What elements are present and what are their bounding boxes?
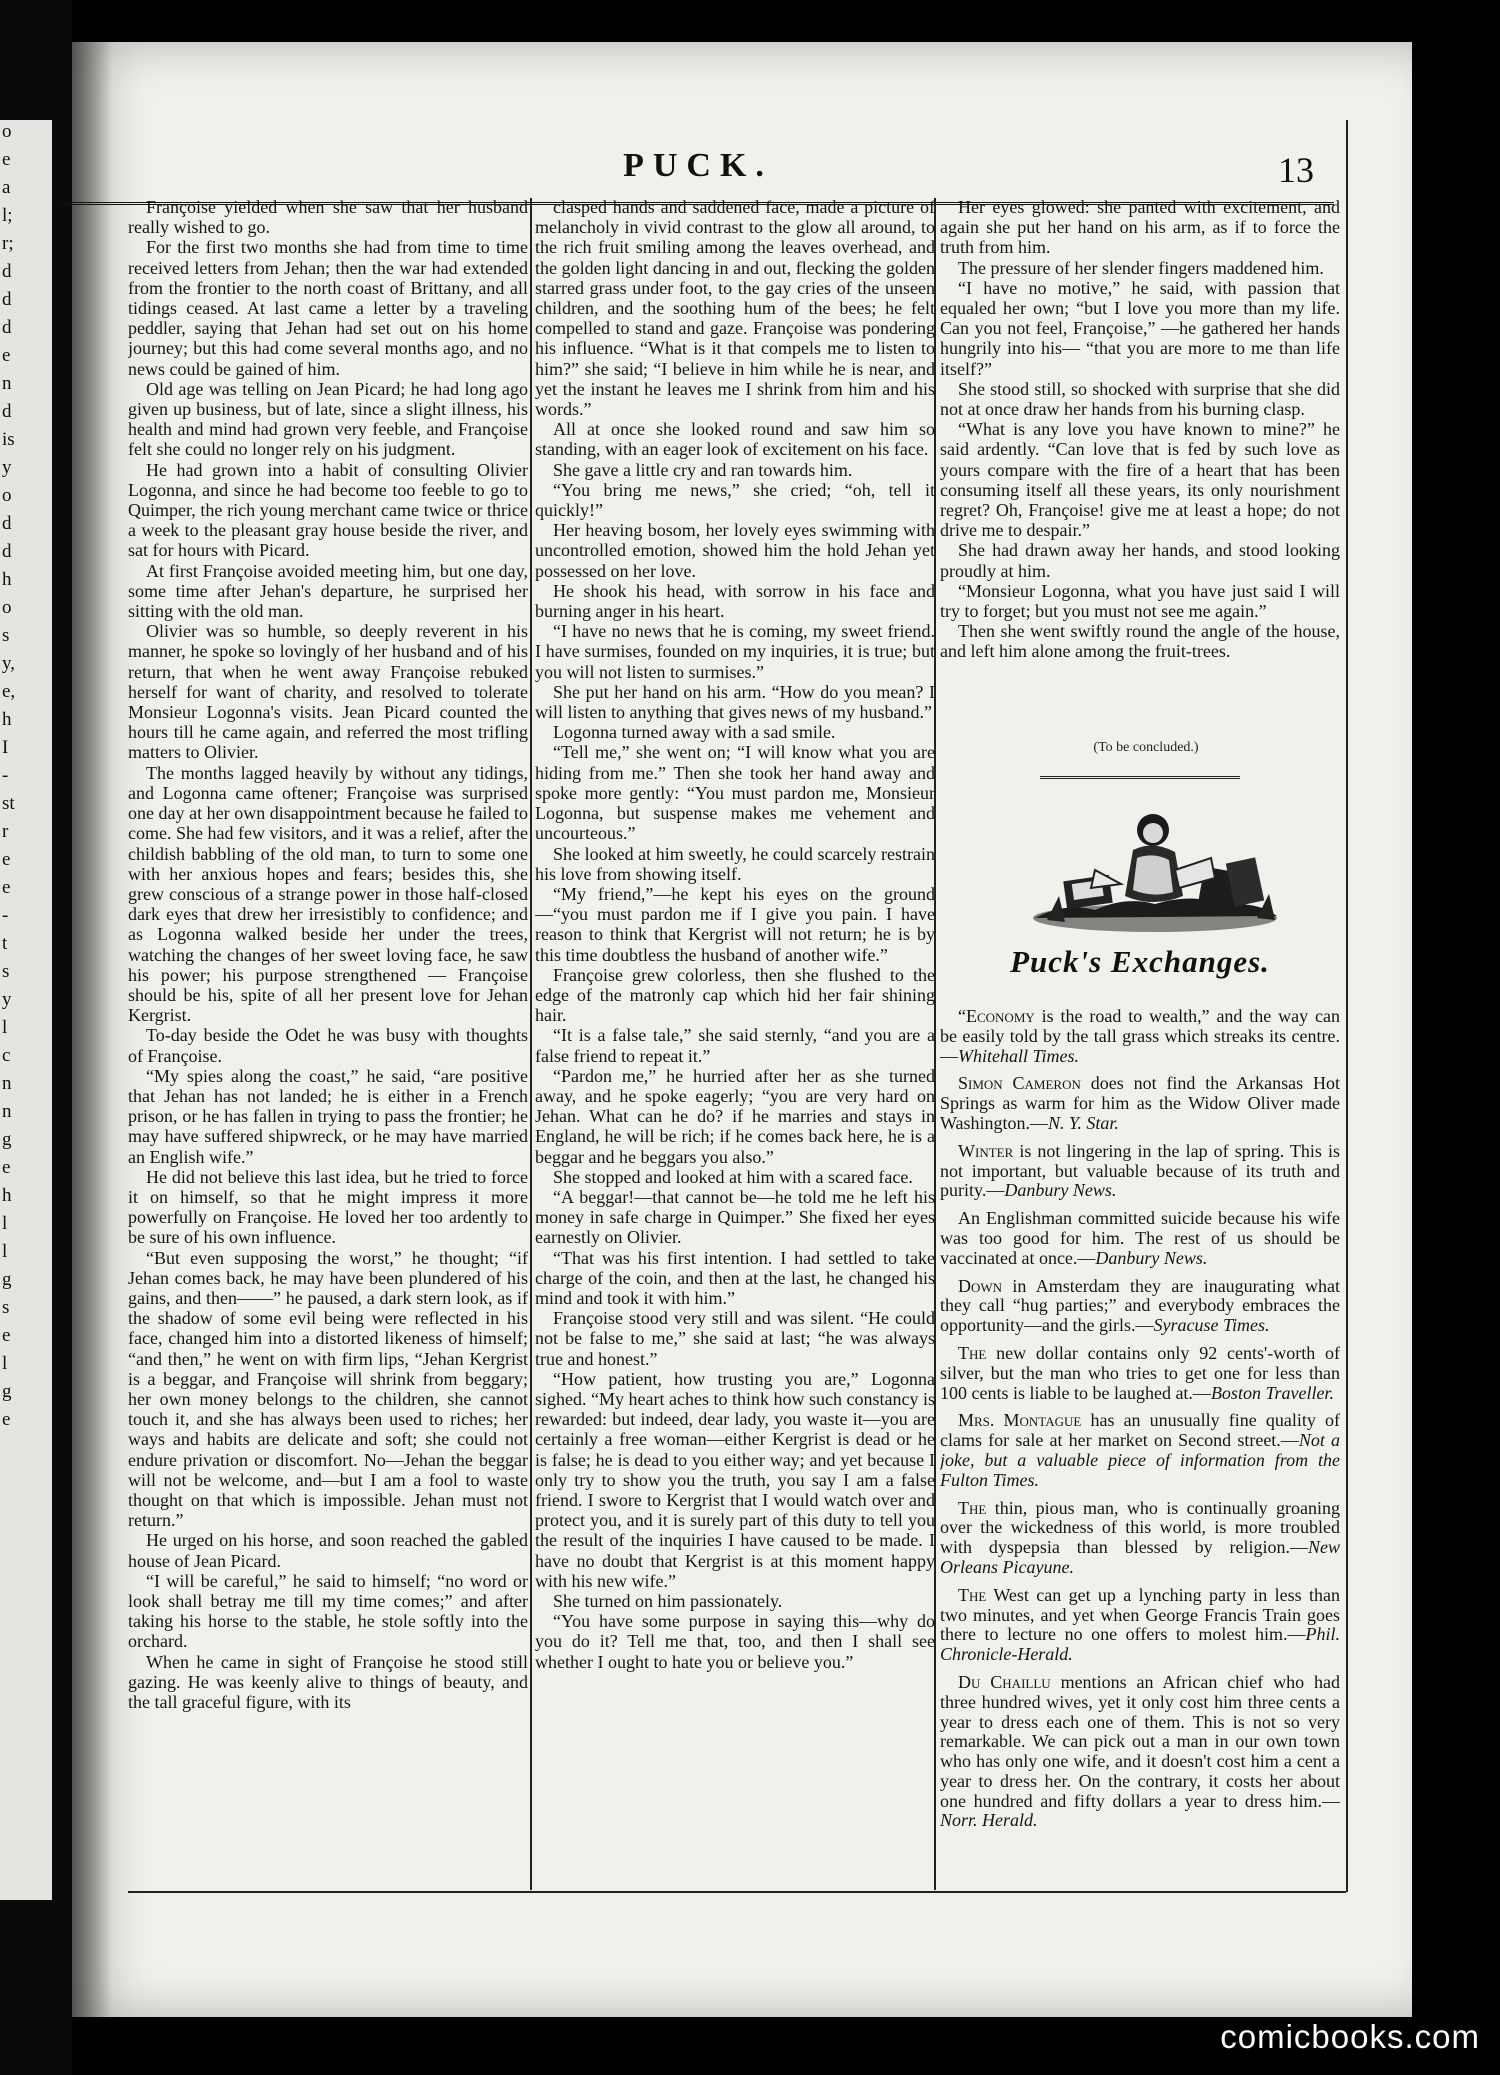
previous-page-fragment: e (2, 1325, 11, 1346)
masthead-title: PUCK. (623, 147, 773, 184)
exchange-item (940, 1344, 1340, 1403)
previous-page-fragment: o (2, 121, 12, 142)
story-column-3 (940, 197, 1340, 737)
story-paragraph: Then she went swiftly round the angle of the house, and left him alone among the fruit-trees. (940, 621, 1340, 662)
previous-page-fragment: r; (2, 233, 14, 254)
exchange-text: in Amsterdam they are inaugurating what they call “hug parties;” and everybody embraces the opportunity—and the girls.— (940, 1275, 1340, 1336)
previous-page-fragment: o (2, 597, 12, 618)
previous-page-fragment: d (2, 289, 12, 310)
exchange-lead: Du Chaillu (958, 1671, 1051, 1692)
story-paragraph: She looked at him sweetly, he could scarcely restrain his love from showing itself. (535, 843, 935, 884)
previous-page-fragment: e (2, 345, 11, 366)
story-paragraph: He urged on his horse, and soon reached the gabled house of Jean Picard. (128, 1530, 528, 1571)
previous-page-fragment: is (2, 429, 15, 450)
previous-page-fragment: a (2, 177, 11, 198)
story-paragraph: “I will be careful,” he said to himself; “no word or look shall betray me till my time comes;” and after taking his horse to the stable, he stole softly into the orchard. (128, 1570, 528, 1652)
previous-page-fragment: - (2, 905, 9, 926)
story-paragraph: Olivier was so humble, so deeply reverent in his manner, he spoke so lovingly of her husband and of his return, that when he went away Françoise rebuked herself for want of charity, and resolved to tolerate Monsieur Logonna's visits. Jean Picard counted the hours till he came again, and referred the most trifling matters to Olivier. (128, 621, 528, 763)
exchange-lead: “Economy (958, 1007, 1035, 1026)
exchange-item (940, 1411, 1340, 1490)
previous-page-fragment: g (2, 1381, 12, 1402)
previous-page-fragment: h (2, 709, 12, 730)
page-border-right (1346, 120, 1348, 1892)
previous-page-text (2, 120, 50, 1900)
previous-page-fragment: n (2, 373, 12, 394)
story-paragraph: She stood still, so shocked with surprise that she did not at once draw her hands from his burning clasp. (940, 378, 1340, 420)
previous-page-fragment: l (2, 1241, 8, 1262)
exchange-lead: Winter (958, 1140, 1014, 1161)
previous-page-fragment: st (2, 793, 15, 814)
previous-page-fragment: l (2, 1353, 8, 1374)
story-column-1 (128, 197, 528, 1887)
story-paragraph: “It is a false tale,” she said sternly, “and you are a false friend to repeat it.” (535, 1025, 935, 1066)
story-paragraph: “That was his first intention. I had settled to take charge of the coin, and then at the last, he changed his mind and took it with him.” (535, 1247, 935, 1308)
exchange-lead: The (958, 1497, 987, 1518)
previous-page-fragment: g (2, 1269, 12, 1290)
exchange-text: does not find the Arkansas Hot Springs as warm for him as the Widow Oliver made Washington.— (940, 1073, 1340, 1133)
column-divider (530, 198, 532, 1890)
exchange-item (940, 1209, 1340, 1268)
previous-page-fragment: n (2, 1101, 12, 1122)
gutter-shadow (72, 42, 112, 2017)
exchange-text: is the road to wealth,” and the way can be easily told by the tall grass which streaks its centre.— (940, 1007, 1340, 1066)
bottom-rule (128, 1891, 1346, 1893)
exchange-text: mentions an African chief who had three hundred wives, yet it only cost him three cents a year to dress each one of them. This is not so very remarkable. We can pick out a man in our own town who has only one wife, and it doesn't cost him a cent a year to dress her. On the contrary, it costs her about one hundred and fifty dollars a year to dress him.— (940, 1671, 1340, 1811)
story-paragraph: “How patient, how trusting you are,” Logonna sighed. “My heart aches to think how such constancy is rewarded: but indeed, dear lady, you waste it—you are certainly a free woman—either Kergrist is dead or he is false; he is dead to you either way; and yet because I only try to show you the truth, you say I am a false friend. I swore to Kergrist that I would watch over and protect you, and it is surely part of this duty to tell you the result of the inquiries I have caused to be made. I have no doubt that Kergrist is at this moment happy with his new wife.” (535, 1368, 935, 1591)
previous-page-fragment: e (2, 877, 11, 898)
previous-page-fragment: e (2, 1409, 11, 1430)
previous-page-fragment: I (2, 737, 9, 758)
previous-page-fragment: t (2, 933, 8, 954)
exchange-lead: Down (958, 1275, 1003, 1296)
source-watermark: comicbooks.com (1220, 2018, 1480, 2055)
story-paragraph: She turned on him passionately. (553, 1591, 783, 1612)
story-paragraph: To-day beside the Odet he was busy with thoughts of Françoise. (128, 1025, 528, 1066)
exchange-source: Phil. Chronicle-Herald. (940, 1624, 1340, 1665)
previous-page-fragment: e (2, 149, 11, 170)
previous-page-fragment: y (2, 457, 12, 478)
previous-page-fragment: l; (2, 205, 13, 226)
previous-page-fragment: g (2, 1129, 12, 1150)
story-paragraph: “But even supposing the worst,” he thought; “if Jehan comes back, he may have been plundered of his gains, and then——” he paused, a dark stern look, as if the shadow of some evil being were reflected in his face, changed him into a distorted likeness of himself; “and then,” he went on with firm lips, “Jehan Kergrist is a beggar, and Françoise will shrink from beggary; her own money belongs to the children, she cannot touch it, and she has always been used to riches; her ways and habits are delicate and soft; she could not endure privation or discomfort. No—Jehan the beggar will not be welcome, and—but I am a fool to waste thought on that which is impossible. Jehan must not return.” (128, 1247, 528, 1531)
exchange-text: West can get up a lynching party in less than two minutes, and yet when George Francis Train goes there to lecture no one offers to molest him.— (940, 1584, 1340, 1645)
exchange-source: N. Y. Star. (1048, 1112, 1119, 1133)
story-paragraph: Old age was telling on Jean Picard; he had long ago given up business, but of late, since a slight illness, his health and mind had grown very feeble, and Françoise felt she could no longer rely on his judgment. (128, 378, 528, 460)
exchange-item (940, 1074, 1340, 1133)
exchange-source: Whitehall Times. (958, 1045, 1079, 1066)
previous-page-fragment: e, (2, 681, 16, 702)
previous-page-fragment: l (2, 1017, 8, 1038)
previous-page-fragment: y (2, 989, 12, 1010)
previous-page-fragment: e (2, 849, 11, 870)
exchange-item (940, 1499, 1340, 1578)
previous-page-fragment: d (2, 541, 12, 562)
page-number: 13 (1278, 150, 1314, 190)
exchange-item (940, 1142, 1340, 1201)
story-paragraph: He had grown into a habit of consulting Olivier Logonna, and since he had become too feeble to go to Quimper, the rich young merchant came twice or thrice a week to the pleasant gray house beside the river, and sat for hours with Picard. (128, 459, 528, 561)
story-paragraph: Françoise yielded when she saw that her husband really wished to go. (128, 197, 528, 238)
story-paragraph: When he came in sight of Françoise he stood still gazing. He was keenly alive to things of beauty, and the tall graceful figure, with its (128, 1651, 528, 1713)
previous-page-fragment: h (2, 569, 12, 590)
story-paragraph: Logonna turned away with a sad smile. (553, 722, 836, 743)
story-column-2 (535, 197, 935, 1887)
previous-page-fragment: n (2, 1073, 12, 1094)
exchange-text: has an unusually fine quality of clams for sale at her market on Second street.— (940, 1410, 1340, 1451)
previous-page-fragment: d (2, 317, 12, 338)
story-paragraph: She put her hand on his arm. “How do you mean? I will listen to anything that gives news of my husband.” (535, 681, 935, 723)
exchange-source: Boston Traveller. (1210, 1382, 1334, 1403)
exchange-source: Not a joke, but a valuable piece of information from the Fulton Times. (940, 1430, 1340, 1490)
exchange-source: Norr. Herald. (940, 1810, 1038, 1831)
exchange-source: Danbury News. (1095, 1247, 1208, 1268)
previous-page-fragment: s (2, 961, 10, 982)
previous-page-fragment: d (2, 261, 12, 282)
exchange-lead: The (958, 1342, 987, 1363)
story-paragraph: All at once she looked round and saw him so standing, with an eager look of excitement on his face. (535, 419, 935, 460)
previous-page-fragment: s (2, 1297, 10, 1318)
previous-page-fragment: d (2, 513, 12, 534)
previous-page-fragment: h (2, 1185, 12, 1206)
story-paragraph: “What is any love you have known to mine?” he said ardently. “Can love that is fed by such love as yours compare with the fire of a heart that has been consuming itself all these years, its only nourishment regret? Oh, Françoise! give me at least a hope; do not drive me to despair.” (940, 419, 1340, 541)
exchange-source: New Orleans Picayune. (940, 1537, 1340, 1577)
exchange-text: is not lingering in the lap of spring. This is not important, but valuable because of its truth and purity.— (940, 1140, 1340, 1201)
story-paragraph: She had drawn away her hands, and stood looking proudly at him. (940, 540, 1340, 581)
exchange-item (940, 1007, 1340, 1066)
story-paragraph: “A beggar!—that cannot be—he told me he left his money in safe charge in Quimper.” She fixed her eyes earnestly on Olivier. (535, 1186, 935, 1248)
previous-page-fragment: s (2, 625, 10, 646)
story-paragraph: He did not believe this last idea, but he tried to force it on himself, so that he might impress it more powerfully on Françoise. He loved her too ardently to be sure of his own influence. (128, 1166, 528, 1248)
previous-page-fragment: c (2, 1045, 11, 1066)
exchanges-heading: Puck's Exchanges. (1010, 944, 1270, 979)
exchange-lead: The (958, 1584, 987, 1605)
previous-page-fragment: l (2, 1213, 8, 1234)
previous-page-fragment: r (2, 821, 9, 842)
previous-page-fragment: y, (2, 653, 16, 674)
story-paragraph: She gave a little cry and ran towards him. (553, 459, 853, 480)
story-paragraph: “My spies along the coast,” he said, “are positive that Jehan has not landed; he is either in a French prison, or he has fallen in trying to pass the frontier; he may have suffered shipwreck, or he may have married an English wife.” (128, 1065, 528, 1167)
previous-page-fragment: o (2, 485, 12, 506)
page-header (62, 105, 1334, 190)
story-paragraph: “You have some purpose in saying this—why do you do it? Tell me that, too, and then I shall see whether I ought to hate you or believe you.” (535, 1611, 935, 1672)
exchange-item (940, 1277, 1340, 1336)
story-paragraph: At first Françoise avoided meeting him, but one day, some time after Jehan's departure, he surprised her sitting with the old man. (128, 560, 528, 622)
exchange-text: new dollar contains only 92 cents'-worth of silver, but the man who tries to get one for less than 100 cents is liable to be laughed at.— (940, 1342, 1340, 1403)
story-paragraph: He shook his head, with sorrow in his face and burning anger in his heart. (535, 580, 935, 622)
story-paragraph: “Monsieur Logonna, what you have just said I will try to forget; but you must not see me again.” (940, 580, 1340, 622)
exchange-item (940, 1586, 1340, 1665)
story-paragraph: Her eyes glowed: she panted with excitement, and again she put her hand on his arm, as if to force the truth from him. (940, 197, 1340, 258)
story-paragraph: For the first two months she had from time to time received letters from Jehan; then the war had extended from the frontier to the north coast of Brittany, and all tidings ceased. At last came a letter by a traveling peddler, saying that Jehan had set out on his home journey; but this had come several months ago, and no news could be gained of him. (128, 237, 528, 379)
story-paragraph: Françoise stood very still and was silent. “He could not be false to me,” she said at last; “he was always true and honest.” (535, 1308, 935, 1369)
exchange-text: An Englishman committed suicide because his wife was too good for him. The rest of us should be vaccinated at once.— (940, 1208, 1340, 1268)
story-paragraph: Her heaving bosom, her lovely eyes swimming with uncontrolled emotion, showed him the hold Jehan yet possessed on her love. (535, 520, 935, 581)
exchange-lead: Mrs. Montague (958, 1410, 1082, 1431)
exchange-source: Danbury News. (1004, 1180, 1117, 1201)
story-paragraph: “My friend,”—he kept his eyes on the ground—“you must pardon me if I give you pain. I have reason to think that Kergrist will not return; he is by this time doubtless the husband of another wife.” (535, 883, 935, 965)
story-paragraph: “Pardon me,” he hurried after her as she turned away, and he spoke eagerly; “you are very hard on Jehan. What can he do? if he marries and stays in England, he will be rich; if he comes back here, he is a beggar and he beggars you also.” (535, 1065, 935, 1167)
story-paragraph: The months lagged heavily by without any tidings, and Logonna came oftener; Françoise was surprised one day at her own disappointment because he failed to come. She had few visitors, and it was a relief, after the childish babbling of the old man, to turn to some one with her anxious hopes and fears; besides this, she grew conscious of a strange power in those half-closed dark eyes that drew her irresistibly to confidence; and as Logonna walked beside her under the trees, watching the changes of her sweet loving face, he saw his power; his purpose strengthened — Françoise should be his, spite of all her present love for Jehan Kergrist. (128, 762, 528, 1026)
story-paragraph: Françoise grew colorless, then she flushed to the edge of the matronly cap which hid her fair shining hair. (535, 964, 935, 1026)
story-paragraph: “Tell me,” she went on; “I will know what you are hiding from me.” Then she took her hand away and spoke more gently: “You must pardon me, Monsieur Logonna, but suspense makes me vehement and uncourteous.” (535, 742, 935, 844)
previous-page-fragment: - (2, 765, 9, 786)
story-paragraph: “I have no motive,” he said, with passion that equaled her own; “but I love you more than my life. Can you not feel, Françoise,” —he gathered her hands hungrily into his— “that you are more to me than life itself?” (940, 277, 1340, 379)
story-paragraph: “You bring me news,” she cried; “oh, tell it quickly!” (535, 479, 935, 521)
exchanges-column (940, 1007, 1340, 1887)
section-rule (1040, 776, 1240, 779)
exchange-item (940, 1673, 1340, 1831)
previous-page-fragment: d (2, 401, 12, 422)
story-paragraph: “I have no news that he is coming, my sweet friend. I have surmises, founded on my inquiries, it is true; but you will not listen to surmises.” (535, 621, 935, 682)
story-paragraph: clasped hands and saddened face, made a picture of melancholy in vivid contrast to the glow all around, to the rich fruit smiling among the leaves overhead, and the golden light dancing in and out, flecking the golden starred grass under foot, to the gay cries of the unseen children, and the soothing hum of the bees; he felt compelled to stand and gaze. Françoise was pondering his influence. “What is it that compels me to listen to him?” she said; “I believe in him while he is near, and yet the instant he leaves me I shrink from him and his words.” (535, 197, 935, 420)
to-be-concluded-note: (To be concluded.) (1093, 740, 1199, 755)
cherub-reading-illustration (1025, 800, 1285, 940)
exchange-text: thin, pious man, who is continually groaning over the wickedness of this world, is more troubled with dyspepsia than blessed by religion.— (940, 1497, 1340, 1558)
story-paragraph: She stopped and looked at him with a scared face. (553, 1166, 913, 1187)
previous-page-fragment: e (2, 1157, 11, 1178)
exchange-source: Syracuse Times. (1153, 1315, 1270, 1336)
exchange-lead: Simon Cameron (958, 1073, 1081, 1094)
story-paragraph: The pressure of her slender fingers maddened him. (958, 257, 1324, 278)
